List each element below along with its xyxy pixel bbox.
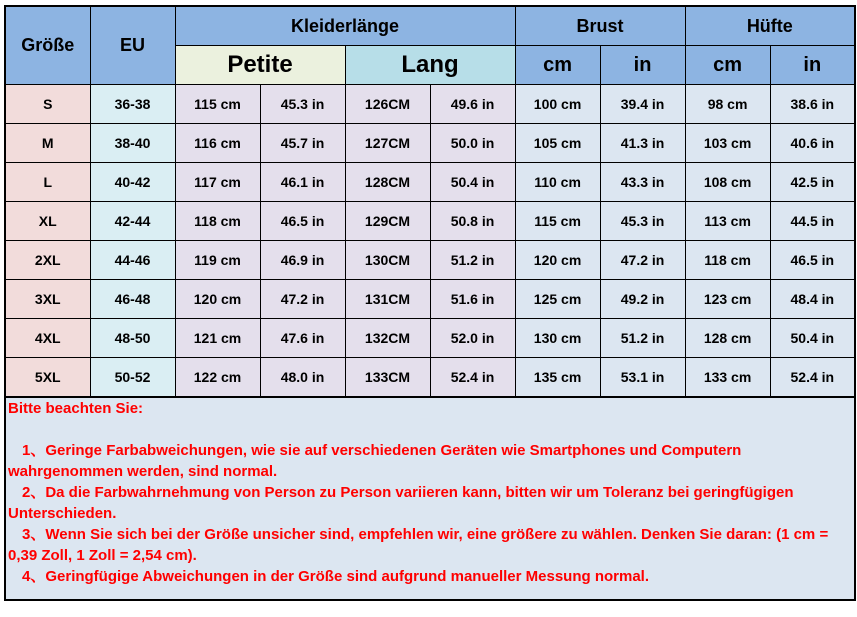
brust-in-cell: 47.2 in xyxy=(600,241,685,280)
table-row xyxy=(5,280,855,319)
petite-cm-cell: 118 cm xyxy=(175,202,260,241)
note-item: 3、Wenn Sie sich bei der Größe unsicher sind, empfehlen wir, eine größere zu wählen. Denken Sie daran: (1 cm = 0,39 Zoll, 1 Zoll = 2,54 cm). xyxy=(8,526,829,564)
petite-in-cell: 45.3 in xyxy=(260,85,345,124)
huefte-in-cell: 40.6 in xyxy=(770,124,855,163)
petite-cm-cell: 120 cm xyxy=(175,280,260,319)
brust-cm-cell: 135 cm xyxy=(515,358,600,398)
header-brust: Brust xyxy=(515,6,685,46)
petite-cm-cell: 121 cm xyxy=(175,319,260,358)
brust-cm-cell: 120 cm xyxy=(515,241,600,280)
eu-cell: 36-38 xyxy=(90,85,175,124)
huefte-cm-cell: 133 cm xyxy=(685,358,770,398)
size-cell: 5XL xyxy=(5,358,90,398)
brust-in-cell: 41.3 in xyxy=(600,124,685,163)
table-row xyxy=(5,202,855,241)
brust-in-cell: 43.3 in xyxy=(600,163,685,202)
lang-cm-cell: 127CM xyxy=(345,124,430,163)
brust-in-cell: 51.2 in xyxy=(600,319,685,358)
lang-in-cell: 50.4 in xyxy=(430,163,515,202)
lang-in-cell: 50.0 in xyxy=(430,124,515,163)
huefte-cm-cell: 118 cm xyxy=(685,241,770,280)
lang-in-cell: 52.0 in xyxy=(430,319,515,358)
petite-in-cell: 48.0 in xyxy=(260,358,345,398)
eu-cell: 46-48 xyxy=(90,280,175,319)
notes-box xyxy=(4,398,856,601)
eu-cell: 42-44 xyxy=(90,202,175,241)
lang-in-cell: 49.6 in xyxy=(430,85,515,124)
brust-in-cell: 49.2 in xyxy=(600,280,685,319)
size-cell: M xyxy=(5,124,90,163)
size-table xyxy=(4,5,856,398)
table-row xyxy=(5,358,855,398)
header-groesse: Größe xyxy=(5,6,90,85)
huefte-in-cell: 46.5 in xyxy=(770,241,855,280)
header-brust-cm: cm xyxy=(515,46,600,85)
huefte-in-cell: 52.4 in xyxy=(770,358,855,398)
note-item: 1、Geringe Farbabweichungen, wie sie auf verschiedenen Geräten wie Smartphones und Computern wahrgenommen werden, sind normal. xyxy=(8,442,742,480)
huefte-cm-cell: 103 cm xyxy=(685,124,770,163)
size-cell: S xyxy=(5,85,90,124)
petite-cm-cell: 122 cm xyxy=(175,358,260,398)
brust-cm-cell: 110 cm xyxy=(515,163,600,202)
huefte-in-cell: 50.4 in xyxy=(770,319,855,358)
note-item: 2、Da die Farbwahrnehmung von Person zu Person variieren kann, bitten wir um Toleranz bei geringfügigen Unterschieden. xyxy=(8,484,794,522)
table-row xyxy=(5,319,855,358)
petite-in-cell: 46.1 in xyxy=(260,163,345,202)
size-cell: 3XL xyxy=(5,280,90,319)
header-eu: EU xyxy=(90,6,175,85)
eu-cell: 38-40 xyxy=(90,124,175,163)
eu-cell: 48-50 xyxy=(90,319,175,358)
petite-cm-cell: 116 cm xyxy=(175,124,260,163)
huefte-cm-cell: 98 cm xyxy=(685,85,770,124)
header-huefte-cm: cm xyxy=(685,46,770,85)
huefte-in-cell: 48.4 in xyxy=(770,280,855,319)
table-row xyxy=(5,163,855,202)
huefte-cm-cell: 108 cm xyxy=(685,163,770,202)
lang-cm-cell: 133CM xyxy=(345,358,430,398)
brust-cm-cell: 105 cm xyxy=(515,124,600,163)
petite-in-cell: 47.2 in xyxy=(260,280,345,319)
lang-in-cell: 52.4 in xyxy=(430,358,515,398)
size-cell: L xyxy=(5,163,90,202)
brust-cm-cell: 130 cm xyxy=(515,319,600,358)
size-cell: 4XL xyxy=(5,319,90,358)
header-petite: Petite xyxy=(175,46,345,85)
lang-in-cell: 51.6 in xyxy=(430,280,515,319)
lang-cm-cell: 128CM xyxy=(345,163,430,202)
brust-cm-cell: 125 cm xyxy=(515,280,600,319)
petite-cm-cell: 115 cm xyxy=(175,85,260,124)
size-cell: 2XL xyxy=(5,241,90,280)
lang-cm-cell: 129CM xyxy=(345,202,430,241)
header-huefte: Hüfte xyxy=(685,6,855,46)
lang-in-cell: 51.2 in xyxy=(430,241,515,280)
petite-in-cell: 45.7 in xyxy=(260,124,345,163)
huefte-cm-cell: 128 cm xyxy=(685,319,770,358)
petite-cm-cell: 117 cm xyxy=(175,163,260,202)
table-row xyxy=(5,85,855,124)
lang-in-cell: 50.8 in xyxy=(430,202,515,241)
huefte-in-cell: 42.5 in xyxy=(770,163,855,202)
eu-cell: 50-52 xyxy=(90,358,175,398)
note-item: 4、Geringfügige Abweichungen in der Größe sind aufgrund manueller Messung normal. xyxy=(22,568,650,585)
header-brust-in: in xyxy=(600,46,685,85)
huefte-cm-cell: 113 cm xyxy=(685,202,770,241)
petite-in-cell: 47.6 in xyxy=(260,319,345,358)
brust-in-cell: 39.4 in xyxy=(600,85,685,124)
lang-cm-cell: 126CM xyxy=(345,85,430,124)
brust-in-cell: 45.3 in xyxy=(600,202,685,241)
petite-in-cell: 46.9 in xyxy=(260,241,345,280)
petite-cm-cell: 119 cm xyxy=(175,241,260,280)
header-huefte-in: in xyxy=(770,46,855,85)
size-chart xyxy=(4,5,854,601)
brust-in-cell: 53.1 in xyxy=(600,358,685,398)
size-cell: XL xyxy=(5,202,90,241)
brust-cm-cell: 100 cm xyxy=(515,85,600,124)
lang-cm-cell: 130CM xyxy=(345,241,430,280)
header-lang: Lang xyxy=(345,46,515,85)
eu-cell: 40-42 xyxy=(90,163,175,202)
eu-cell: 44-46 xyxy=(90,241,175,280)
table-row xyxy=(5,241,855,280)
notes-title: Bitte beachten Sie: xyxy=(8,400,144,417)
lang-cm-cell: 132CM xyxy=(345,319,430,358)
huefte-cm-cell: 123 cm xyxy=(685,280,770,319)
lang-cm-cell: 131CM xyxy=(345,280,430,319)
brust-cm-cell: 115 cm xyxy=(515,202,600,241)
petite-in-cell: 46.5 in xyxy=(260,202,345,241)
table-row xyxy=(5,124,855,163)
header-kleiderlaenge: Kleiderlänge xyxy=(175,6,515,46)
huefte-in-cell: 38.6 in xyxy=(770,85,855,124)
huefte-in-cell: 44.5 in xyxy=(770,202,855,241)
